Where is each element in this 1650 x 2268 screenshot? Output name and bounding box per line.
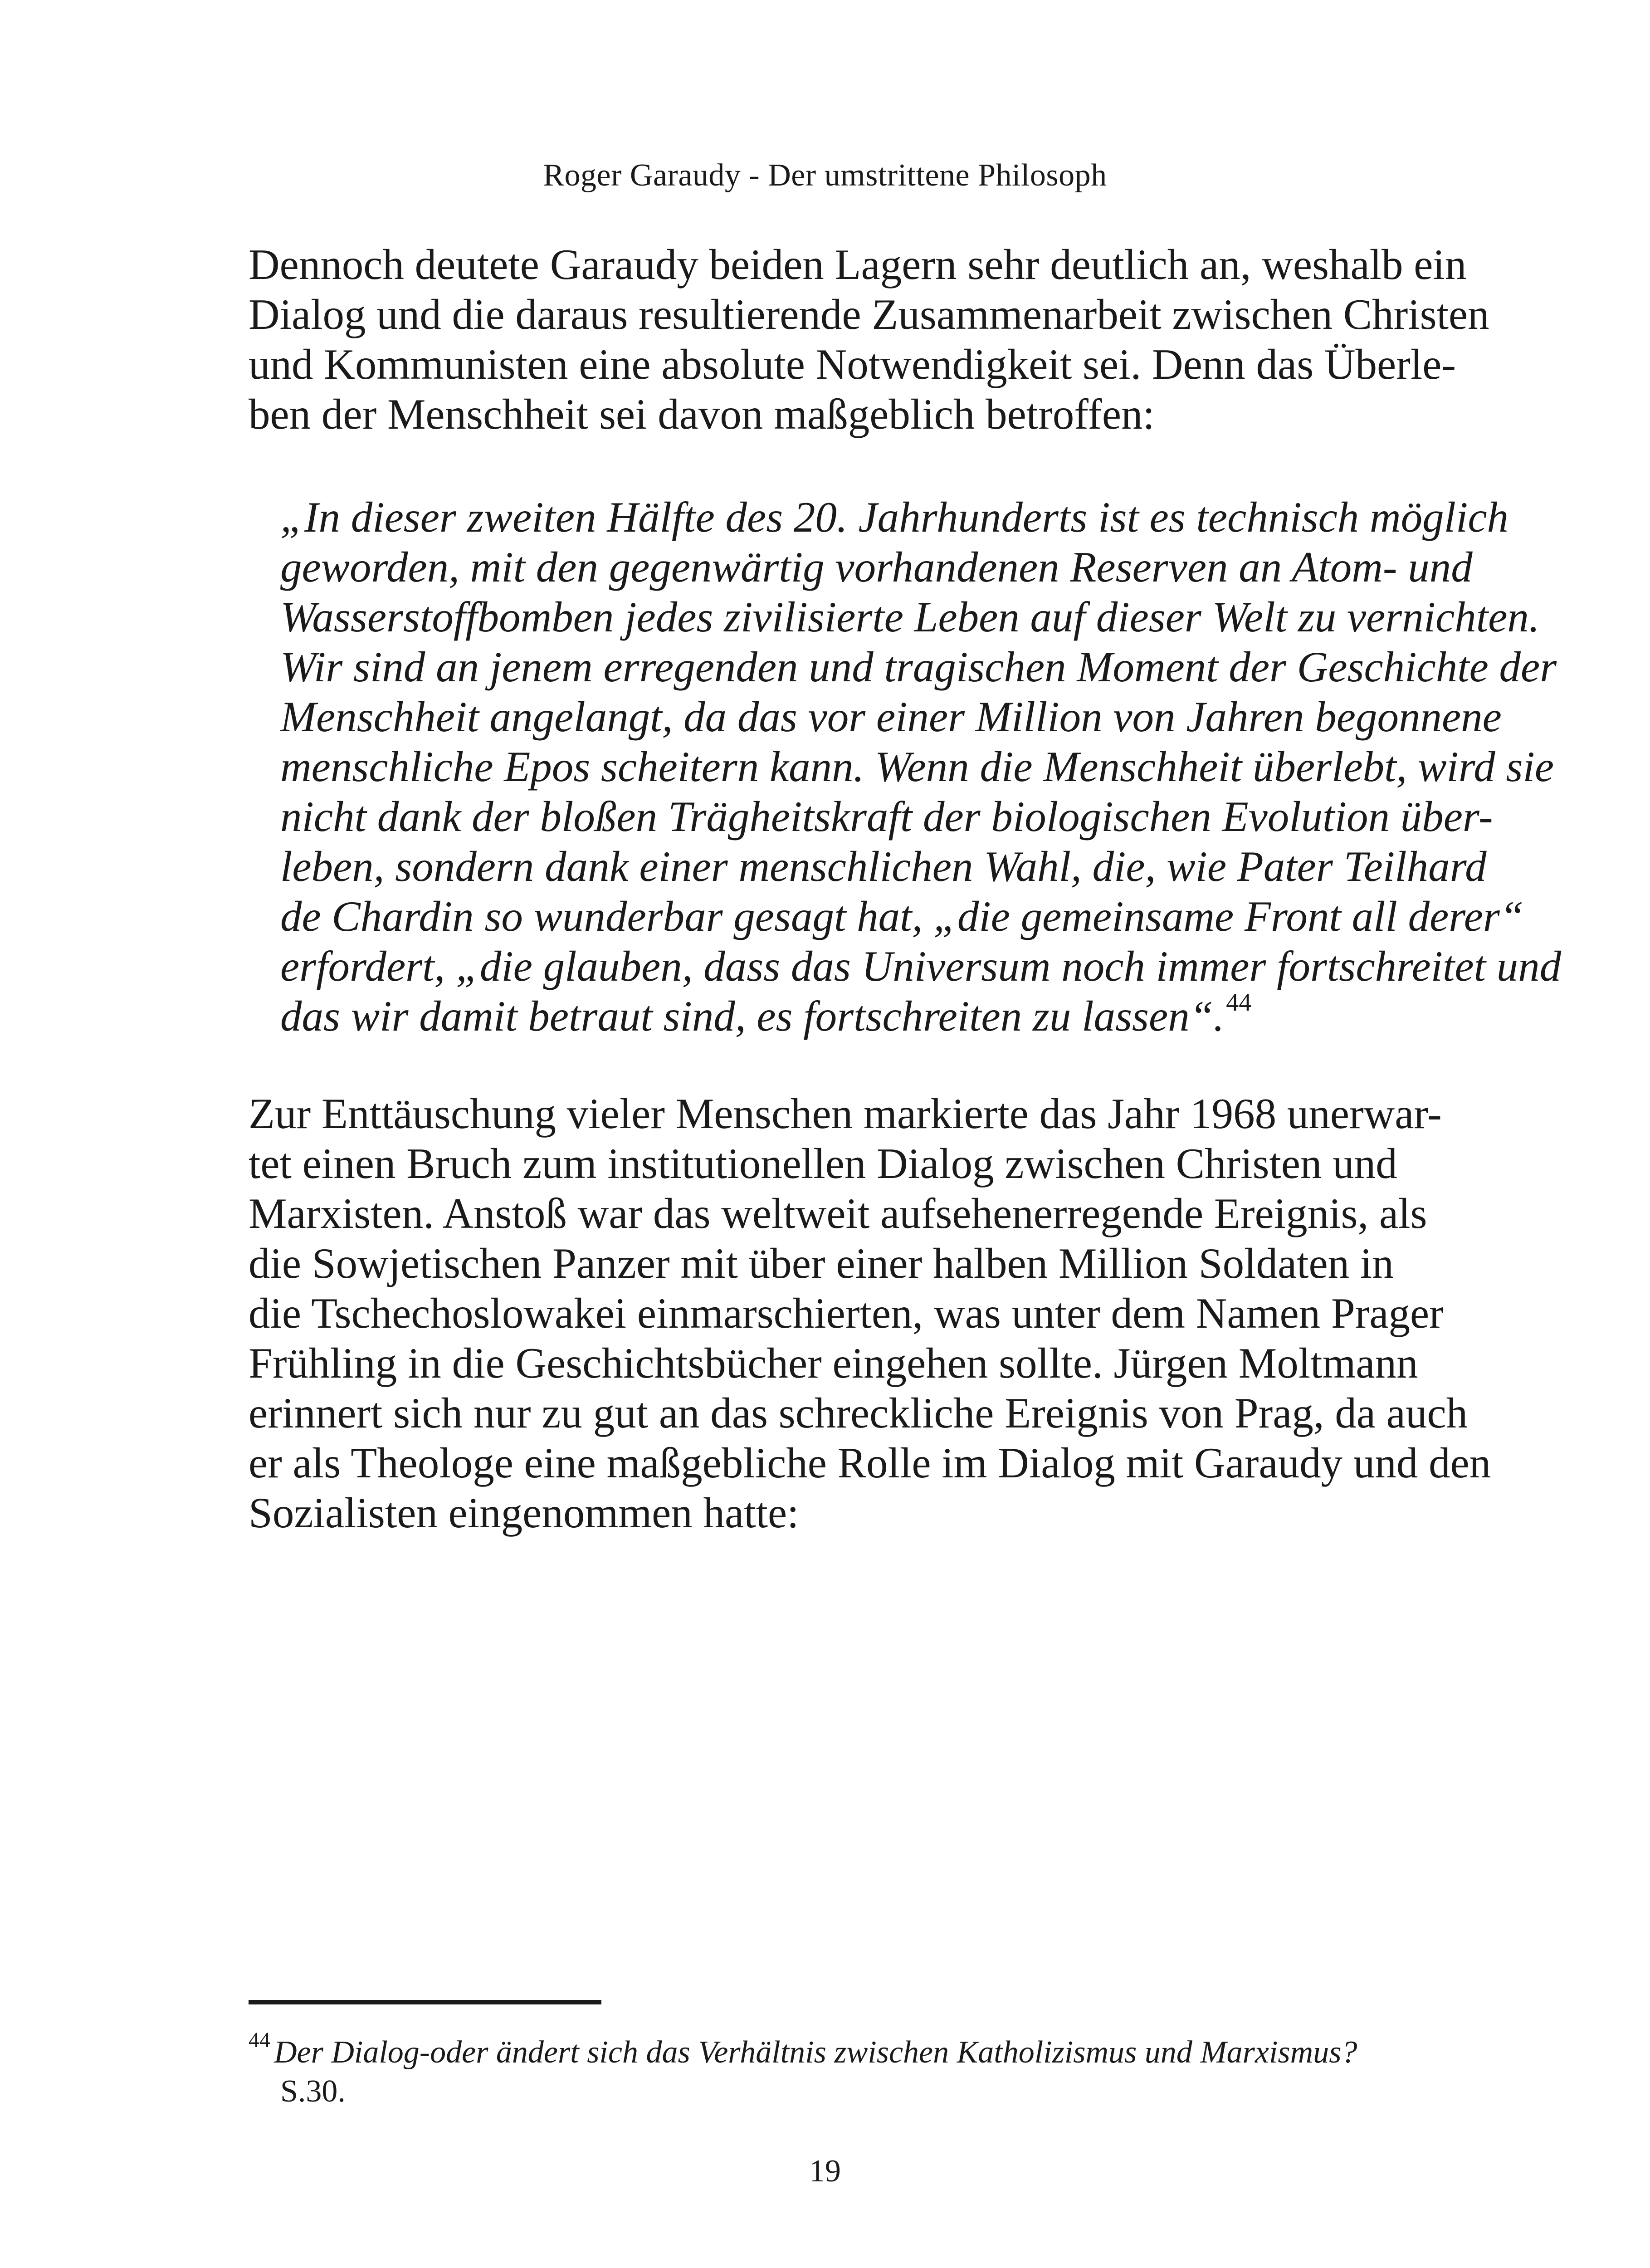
quote-line: menschliche Epos scheitern kann. Wenn die Menschheit überlebt, wird sie <box>280 743 1554 791</box>
paragraph-2 <box>249 1089 1491 1538</box>
quote-line: Menschheit angelangt, da das vor einer Million von Jahren begonnene <box>280 693 1502 741</box>
text-line: Frühling in die Geschichtsbücher eingehen sollte. Jürgen Moltmann <box>249 1339 1418 1387</box>
footnote-title: Der Dialog-oder ändert sich das Verhältnis zwischen Katholizismus und Marxismus? <box>274 2035 1357 2070</box>
text-line: tet einen Bruch zum institutionellen Dialog zwischen Christen und <box>249 1139 1397 1188</box>
quote-line: erfordert, „die glauben, dass das Universum noch immer fortschreitet und <box>280 942 1562 990</box>
footnote-divider <box>249 2000 601 2004</box>
text-line: die Tschechoslowakei einmarschierten, was unter dem Namen Prager <box>249 1289 1444 1337</box>
text-line: Sozialisten eingenommen hatte: <box>249 1489 799 1537</box>
footnote-number: 44 <box>249 2028 270 2052</box>
footnote <box>249 2028 1473 2111</box>
running-header: Roger Garaudy - Der umstrittene Philosoph <box>543 158 1107 193</box>
quote-line: nicht dank der bloßen Trägheitskraft der biologischen Evolution über- <box>280 792 1493 841</box>
text-line: Zur Enttäuschung vieler Menschen markierte das Jahr 1968 unerwar- <box>249 1090 1442 1138</box>
text-line: die Sowjetischen Panzer mit über einer halben Million Soldaten in <box>249 1239 1394 1287</box>
text-line: erinnert sich nur zu gut an das schreckliche Ereignis von Prag, da auch <box>249 1389 1468 1437</box>
text-line: Marxisten. Anstoß war das weltweit aufsehenerregende Ereignis, als <box>249 1189 1427 1237</box>
quote-line: de Chardin so wunderbar gesagt hat, „die gemeinsame Front all derer“ <box>280 892 1524 940</box>
quote-line: leben, sondern dank einer menschlichen Wahl, die, wie Pater Teilhard <box>280 842 1487 890</box>
quote-line: Wir sind an jenem erregenden und tragischen Moment der Geschichte der <box>280 643 1557 691</box>
text-line: und Kommunisten eine absolute Notwendigkeit sei. Denn das Überle- <box>249 340 1456 388</box>
page-number: 19 <box>809 2154 841 2189</box>
quote-last-line <box>280 988 1460 1041</box>
text-line: er als Theologe eine maßgebliche Rolle im Dialog mit Garaudy und den <box>249 1439 1491 1487</box>
paragraph-1 <box>249 240 1489 439</box>
quote-line: das wir damit betraut sind, es fortschreiten zu lassen“. <box>280 992 1225 1040</box>
quote-line: Wasserstoffbomben jedes zivilisierte Leben auf dieser Welt zu vernichten. <box>280 593 1540 641</box>
block-quote <box>280 492 1562 1041</box>
text-line: Dialog und die daraus resultierende Zusammenarbeit zwischen Christen <box>249 290 1489 338</box>
text-line: ben der Menschheit sei davon maßgeblich betroffen: <box>249 390 1155 438</box>
quote-line: „In dieser zweiten Hälfte des 20. Jahrhunderts ist es technisch möglich <box>280 493 1509 541</box>
footnote-reference[interactable]: 44 <box>1226 988 1252 1017</box>
text-line: Dennoch deutete Garaudy beiden Lagern sehr deutlich an, weshalb ein <box>249 240 1467 288</box>
quote-line: geworden, mit den gegenwärtig vorhandenen Reserven an Atom- und <box>280 543 1473 591</box>
footnote-page: S.30. <box>280 2074 346 2109</box>
